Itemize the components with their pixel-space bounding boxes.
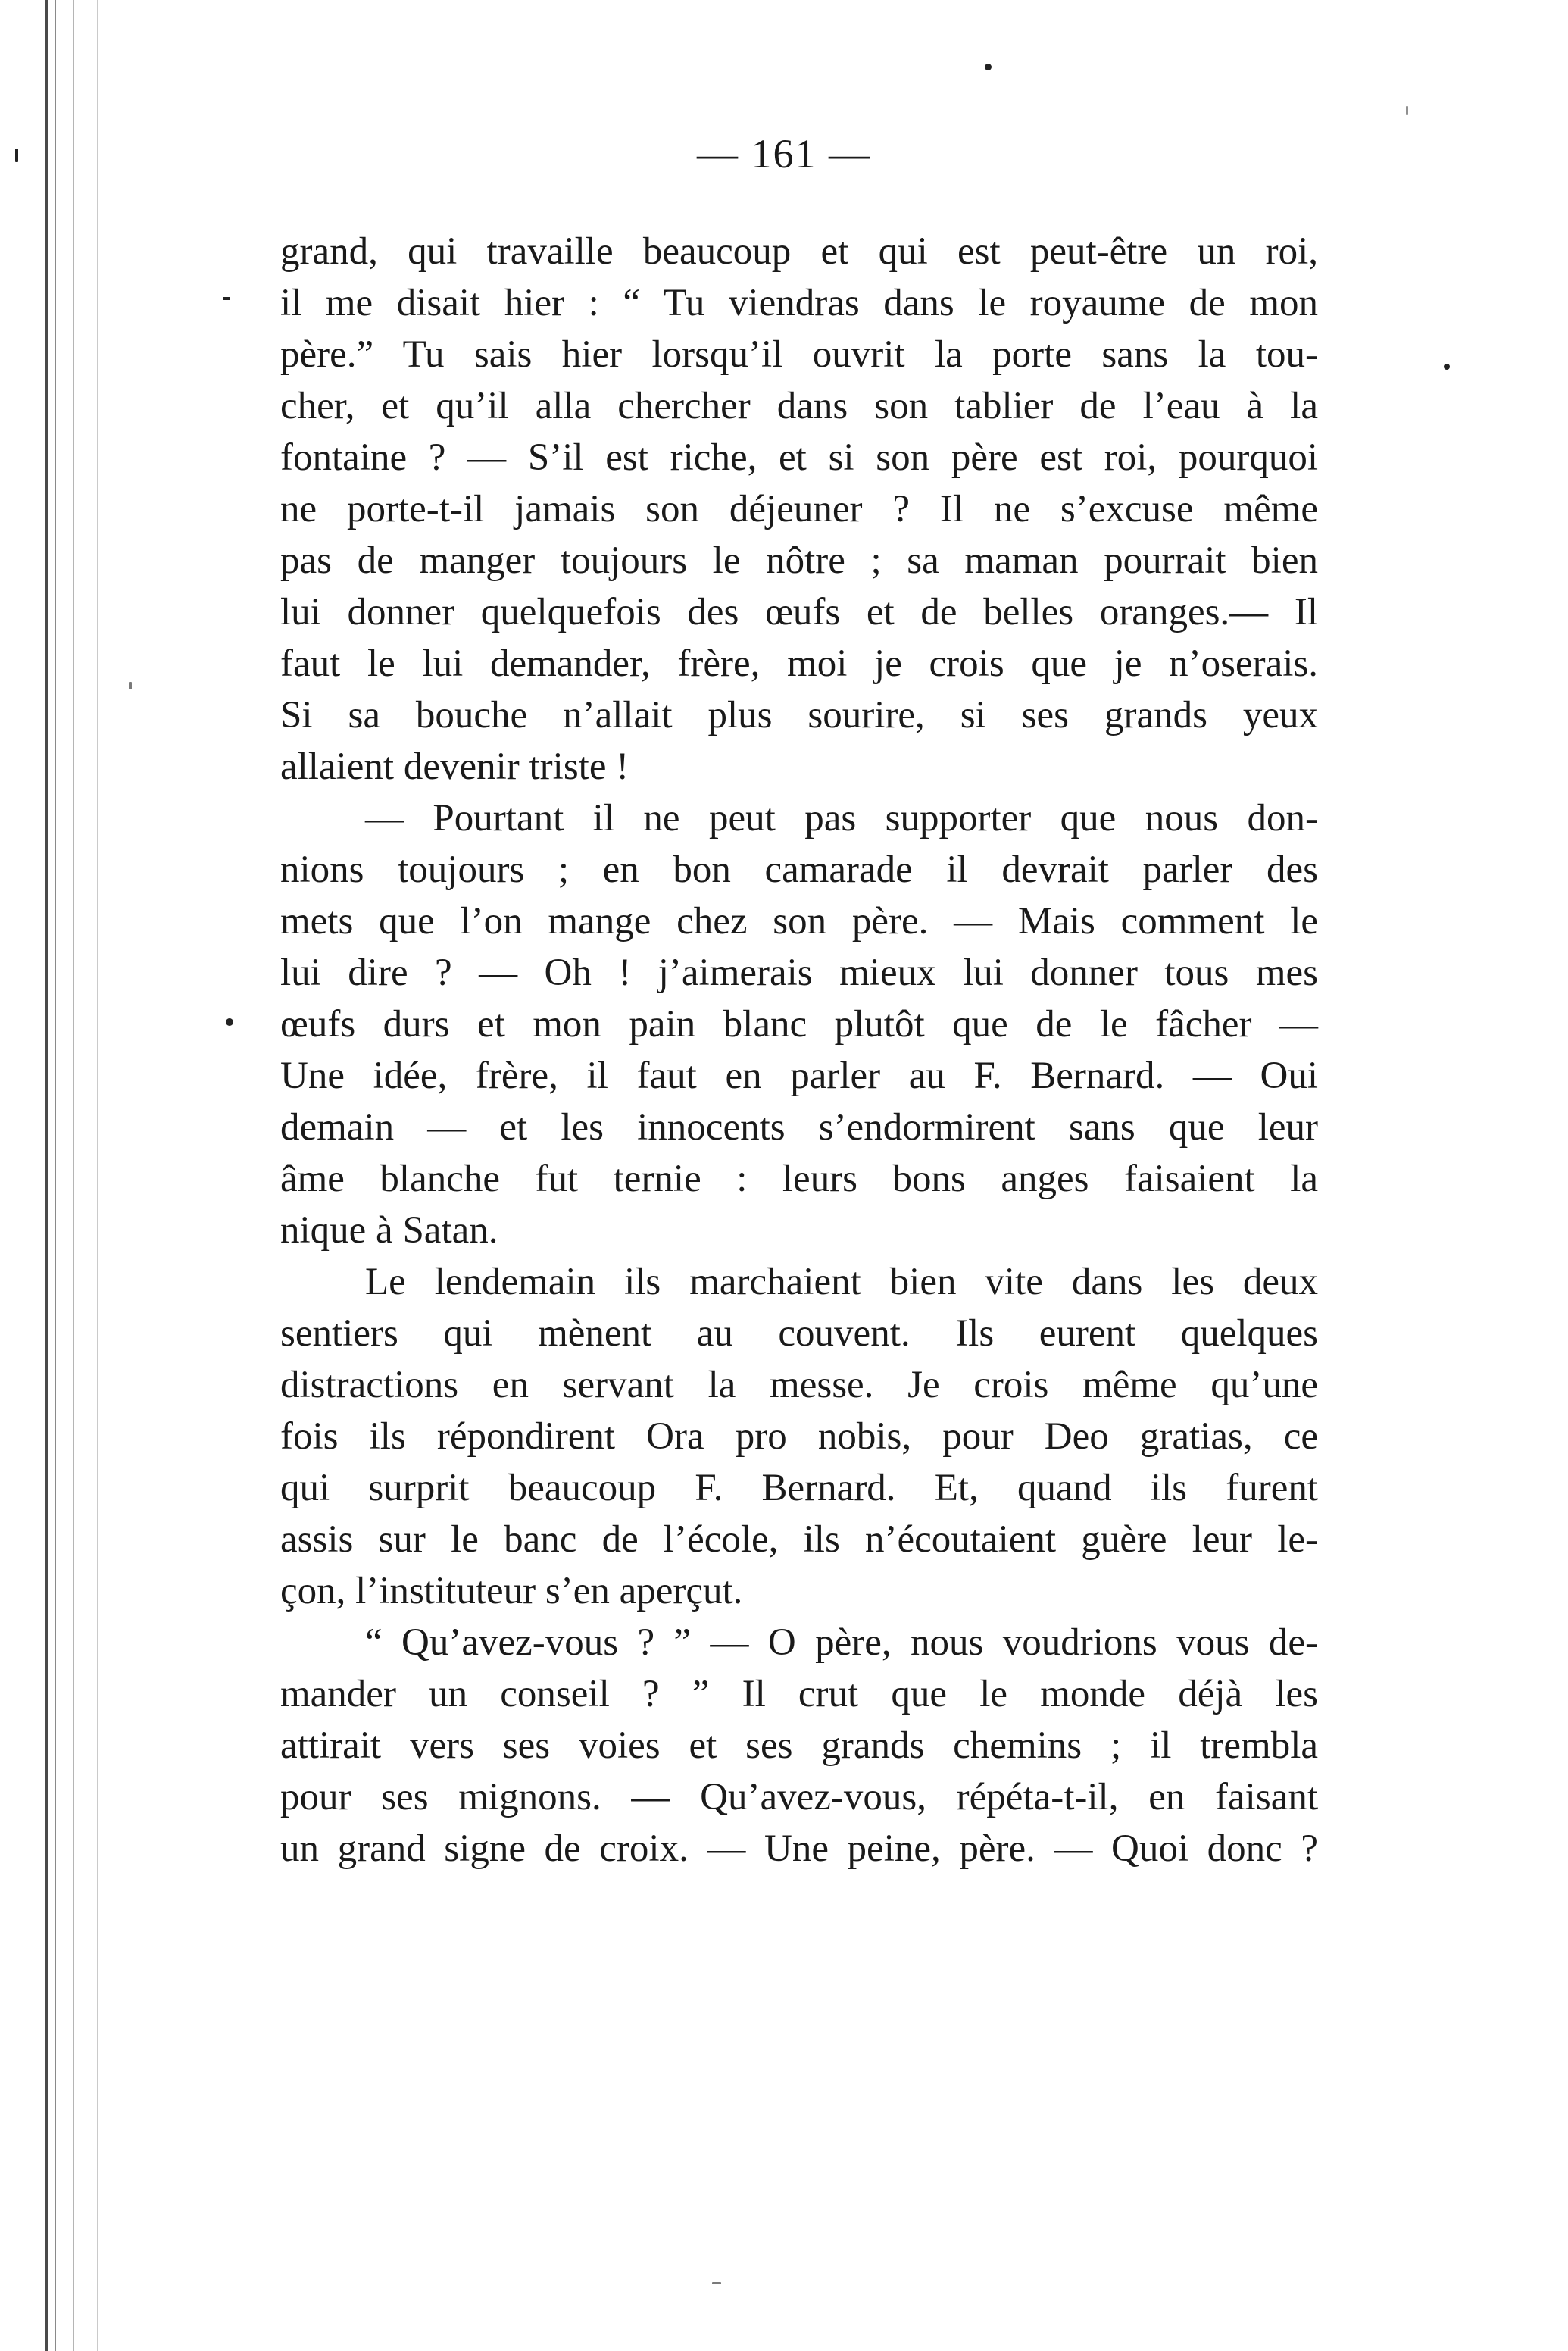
text-line: lui donner quelquefois des œufs et de belles oranges.— Il bbox=[280, 591, 1318, 633]
scan-speck bbox=[985, 64, 992, 70]
text-line: grand, qui travaille beaucoup et qui est peut-être un roi, bbox=[280, 230, 1318, 273]
text-line: Une idée, frère, il faut en parler au F. Bernard. — Oui bbox=[280, 1055, 1318, 1097]
text-line: — Pourtant il ne peut pas supporter que nous don- bbox=[365, 797, 1318, 839]
text-line: nique à Satan. bbox=[280, 1209, 498, 1252]
text-line: allaient devenir triste ! bbox=[280, 746, 629, 788]
scan-edge-line bbox=[97, 0, 98, 2351]
text-line: faut le lui demander, frère, moi je crois que je n’oserais. bbox=[280, 642, 1318, 685]
scan-speck bbox=[1406, 106, 1408, 115]
text-line: mets que l’on mange chez son père. — Mais comment le bbox=[280, 900, 1318, 943]
page-number: — 161 — bbox=[697, 131, 871, 177]
text-line: Le lendemain ils marchaient bien vite dans les deux bbox=[365, 1261, 1318, 1303]
body-text bbox=[280, 226, 1318, 1874]
text-line: nions toujours ; en bon camarade il devrait parler des bbox=[280, 849, 1318, 891]
text-line: mander un conseil ? ” Il crut que le monde déjà les bbox=[280, 1673, 1318, 1715]
text-line: un grand signe de croix. — Une peine, père. — Quoi donc ? bbox=[280, 1827, 1318, 1870]
text-line: distractions en servant la messe. Je crois même qu’une bbox=[280, 1364, 1318, 1406]
text-line: fontaine ? — S’il est riche, et si son père est roi, pourquoi bbox=[280, 436, 1318, 479]
text-line: çon, l’instituteur s’en aperçut. bbox=[280, 1570, 743, 1612]
text-line: âme blanche fut ternie : leurs bons anges faisaient la bbox=[280, 1158, 1318, 1200]
text-line: attirait vers ses voies et ses grands chemins ; il trembla bbox=[280, 1724, 1318, 1767]
text-line: assis sur le banc de l’école, ils n’écoutaient guère leur le- bbox=[280, 1518, 1318, 1561]
text-line: Si sa bouche n’allait plus sourire, si ses grands yeux bbox=[280, 694, 1318, 736]
scan-speck bbox=[223, 297, 230, 300]
scan-edge-line bbox=[73, 0, 74, 2351]
text-line: demain — et les innocents s’endormirent sans que leur bbox=[280, 1106, 1318, 1149]
text-line: ne porte-t-il jamais son déjeuner ? Il ne s’excuse même bbox=[280, 488, 1318, 530]
text-line: lui dire ? — Oh ! j’aimerais mieux lui donner tous mes bbox=[280, 952, 1318, 994]
scan-speck bbox=[712, 2282, 721, 2284]
text-line: fois ils répondirent Ora pro nobis, pour Deo gratias, ce bbox=[280, 1415, 1318, 1458]
text-line: qui surprit beaucoup F. Bernard. Et, quand ils furent bbox=[280, 1467, 1318, 1509]
scan-edge-line bbox=[55, 0, 56, 2351]
scan-speck bbox=[1444, 364, 1450, 370]
text-line: cher, et qu’il alla chercher dans son tablier de l’eau à la bbox=[280, 385, 1318, 427]
scan-edge-line bbox=[45, 0, 48, 2351]
text-line: pour ses mignons. — Qu’avez-vous, répéta-t-il, en faisant bbox=[280, 1776, 1318, 1818]
text-line: œufs durs et mon pain blanc plutôt que de le fâcher — bbox=[280, 1003, 1318, 1046]
text-line: “ Qu’avez-vous ? ” — O père, nous voudrions vous de- bbox=[365, 1621, 1318, 1664]
text-line: il me disait hier : “ Tu viendras dans le royaume de mon bbox=[280, 282, 1318, 324]
text-line: pas de manger toujours le nôtre ; sa maman pourrait bien bbox=[280, 539, 1318, 582]
text-line: sentiers qui mènent au couvent. Ils eurent quelques bbox=[280, 1312, 1318, 1355]
scan-speck bbox=[129, 682, 132, 689]
text-line: père.” Tu sais hier lorsqu’il ouvrit la porte sans la tou- bbox=[280, 333, 1318, 376]
scan-speck bbox=[226, 1018, 233, 1026]
